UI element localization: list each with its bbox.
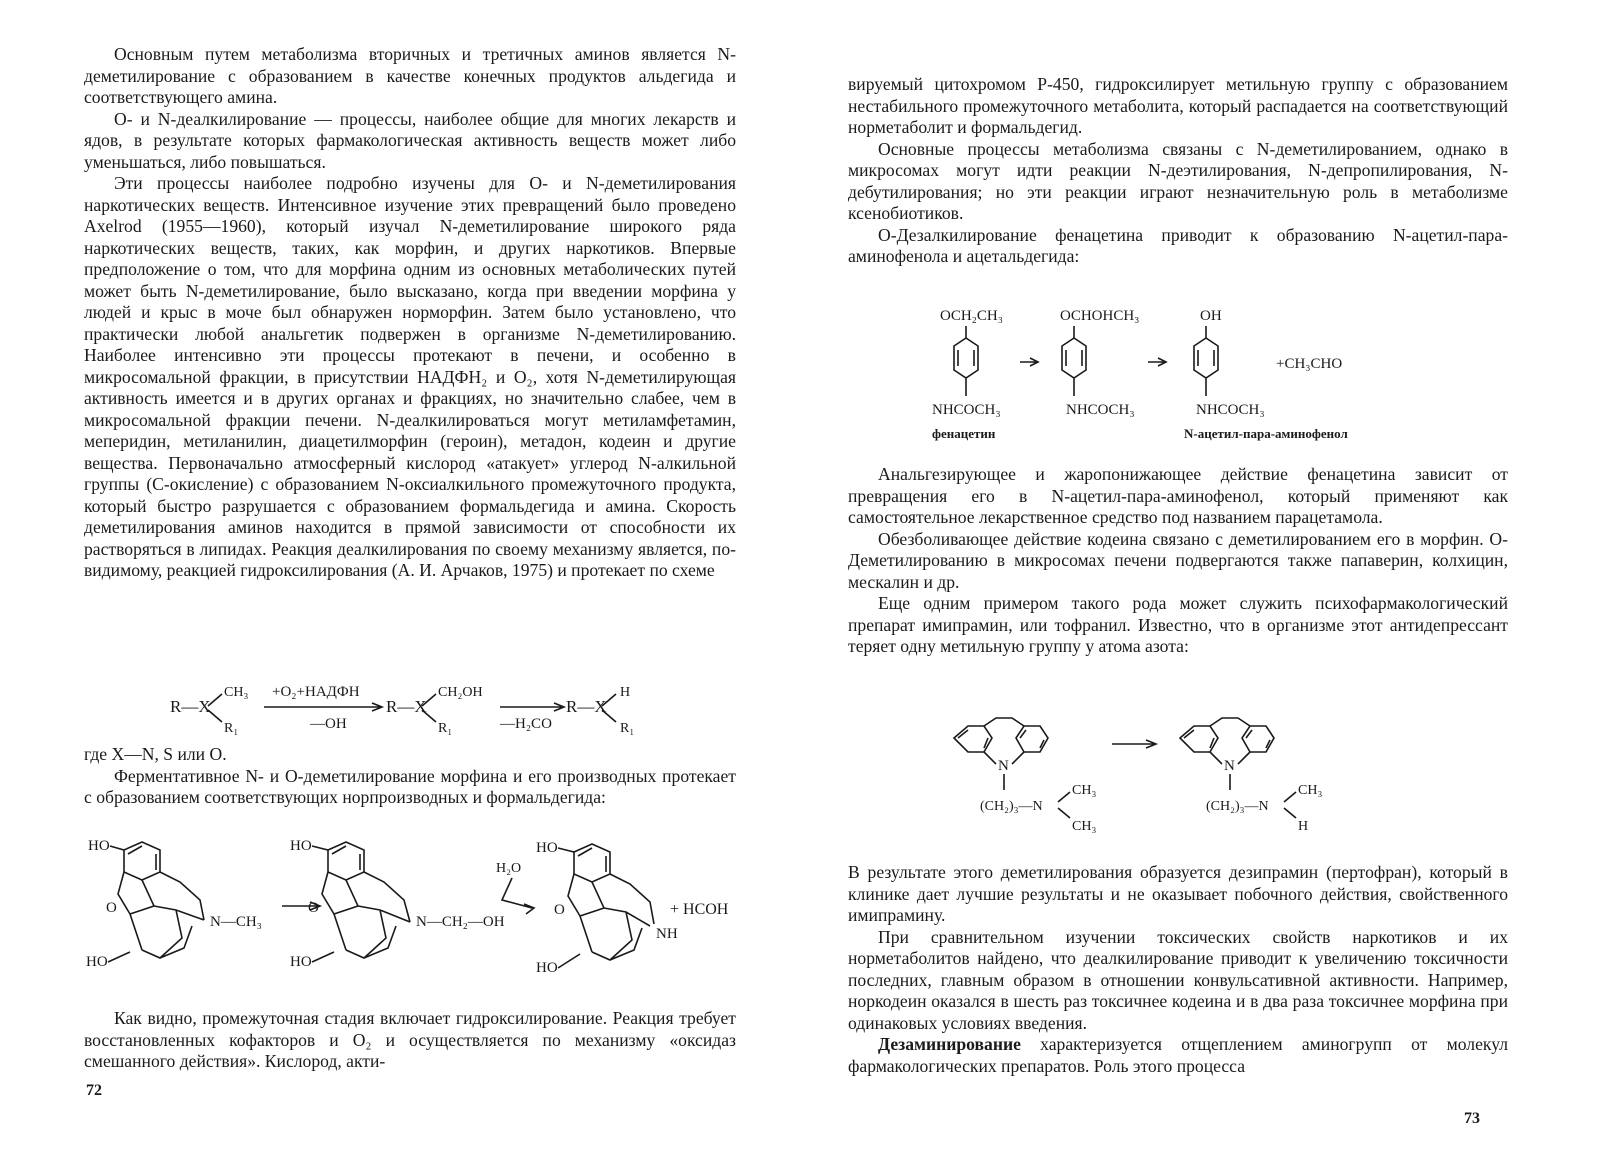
deamination-text: характеризуется отщеплением аминогрупп от молекул фармакологических препаратов. Роль этого процесса (848, 1034, 1508, 1076)
nhcoch3-label-1: NHCOCH₃ (932, 402, 1001, 418)
reaction-arrow (1020, 358, 1038, 366)
nh-label: NH (656, 926, 678, 942)
ch3-label-c: CH₃ (1298, 783, 1323, 798)
morphine-demethylation-scheme (84, 830, 744, 990)
imipramine-scheme (940, 712, 1360, 842)
acetaminophenol-label: N-ацетил-пара-аминофенол (1184, 426, 1348, 441)
paragraph: Основным путем метаболизма вторичных и третичных аминов является N-деметилирование с образованием в качестве конечных продуктов альдегида и соответствующего амина. (84, 44, 736, 107)
right-text-block-1 (848, 74, 1508, 268)
hcoh-label: + HCOH (670, 901, 729, 918)
n-ch2oh-label: N—CH₂—OH (416, 914, 505, 930)
scheme-ch3: CH₃ (224, 685, 249, 700)
water-label: H₂O (496, 861, 522, 876)
water-arrow (502, 878, 534, 914)
o-ring-label-3: O (554, 902, 565, 918)
paragraph: Анальгезирующее и жаропонижающее действие фенацетина зависит от превращения его в N-ацетил-пара-аминофенол, который применяют как самостоятельное лекарственное средство под названием парацетамола. (848, 464, 1508, 527)
paragraph: Еще одним примером такого рода может служить психофармакологический препарат имипрамин, или тофранил. Известно, что в организме этот антидепрессант теряет одну метильную группу у атома азота: (848, 593, 1508, 656)
och2ch3-label: OCH₂CH₃ (940, 308, 1003, 324)
scheme-ch2oh: CH₂OH (438, 685, 483, 700)
o-ring-label: O (106, 900, 117, 916)
paragraph: О- и N-деалкилирование — процессы, наиболее общие для многих лекарств и ядов, в результате которых фармакологическая активность веществ может либо уменьшаться, либо повышаться. (84, 108, 736, 172)
ho-top-label-3: HO (536, 840, 558, 856)
chain-label-1: (CH₂)₃—N (980, 799, 1043, 814)
scheme-reagents-bottom: —OH (310, 716, 347, 732)
page-number-right: 73 (1464, 1110, 1480, 1127)
paragraph: Основные процессы метаболизма связаны с N-деметилированием, однако в микросомах могут идти реакции N-деэтилирования, N-депропилирования, N-дебутилирования; но эти реакции играют незначительную роль в метаболизме ксенобиотиков. (848, 138, 1508, 223)
nhcoch3-label-3: NHCOCH₃ (1196, 402, 1265, 418)
n-label-1: N (998, 758, 1009, 774)
scheme-reagents-top: +O₂+НАДФН (272, 684, 360, 700)
right-page (800, 0, 1600, 1176)
reaction-arrow (1112, 740, 1156, 748)
scheme-h: H (620, 685, 631, 700)
ho-top-label-2: HO (290, 838, 312, 854)
paragraph: Ферментативное N- и О-деметилирование морфина и его производных протекает с образованием соответствующих норпроизводных и формальдегида: (84, 765, 736, 807)
scheme-r2: R—X (386, 697, 427, 716)
scheme-r2-sub: R₁ (438, 721, 453, 736)
paragraph: О-Дезалкилирование фенацетина приводит к образованию N-ацетил-пара-аминофенола и ацетальдегида: (848, 224, 1508, 266)
paragraph: где X—N, S или О. (84, 744, 227, 764)
n-ch3-label: N—CH₃ (210, 914, 262, 930)
ch3-label-b: CH₃ (1072, 819, 1097, 834)
n-label-2: N (1224, 758, 1235, 774)
ho-top-label: HO (88, 838, 110, 854)
scheme-r1: R—X (170, 697, 211, 716)
morphine-structure (86, 838, 262, 970)
phenacetin-label: фенацетин (932, 426, 996, 441)
o-ring-label-2: O (308, 900, 319, 916)
paragraph: Обезболивающее действие кодеина связано с деметилированием его в морфин. О-Деметилированию в микросомах печени подвергаются также папаверин, колхицин, мескалин и др. (848, 528, 1508, 592)
paragraph: В результате этого деметилирования образуется дезипрамин (пертофран), который в клинике дает лучшие результаты и не оказывает побочного действия, свойственного имипрамину. (848, 862, 1508, 925)
imipramine-structure (954, 718, 1096, 834)
scheme-r3-sub: R₁ (620, 721, 635, 736)
paragraph: вируемый цитохромом Р-450, гидроксилирует метильную группу с образованием нестабильного промежуточного метаболита, который распадается на соответствующий норметаболит и формальдегид. (848, 74, 1508, 137)
ch3-label-a: CH₃ (1072, 783, 1097, 798)
ho-bottom-label-2: HO (290, 954, 312, 970)
paragraph: Эти процессы наиболее подробно изучены для О- и N-деметилирования наркотических веществ. Интенсивное изучение этих превращений было проведено Axelrod (1955—1960), который изучал N-деметилирование широкого ряда наркотических веществ, таких, как морфин, и других наркотиков. Впервые предположение о том, что для морфина одним из основных метаболических путей может быть N-деметилирование, было высказано, когда при введении морфина у людей и крыс в моче был обнаружен норморфин. Затем было установлено, что практически любой анальгетик подвержен в организме N-деметилированию. Наиболее интенсивно эти процессы протекают в печени, и особенно в микросомальной фракции, в присутствии НАДФН₂ и O₂, хотя N-деметилирующая активность имеется и в других органах и фракциях, но значительно слабее, чем в микросомальной фракции печени. N-деалкилироваться могут метиламфетамин, меперидин, метиланилин, диацетилморфин (героин), метадон, кодеин и другие вещества. Первоначально атмосферный кислород «атакует» углерод N-алкильной группы (С-окисление) с образованием N-оксиалкильного промежуточного продукта, который быстро разрушается с образованием формальдегида и амина. Скорость деметилирования аминов находится в прямой зависимости от способности их растворяться в липидах. Реакция деалкилирования по своему механизму является, по-видимому, реакцией гидроксилирования (А. И. Арчаков, 1975) и протекает по схеме (84, 173, 736, 580)
h-label: H (1298, 819, 1309, 834)
desipramine-structure (1180, 718, 1322, 834)
left-text-block-2 (84, 744, 736, 809)
paragraph-deamination (848, 1034, 1508, 1077)
page-number-left: 72 (86, 1082, 102, 1099)
scheme-reagents2-bottom: —H₂CO (500, 716, 552, 732)
normorphine-structure (536, 840, 678, 976)
oh-label: OH (1200, 308, 1222, 324)
left-text-block-1 (84, 44, 736, 582)
acetaldehyde-label: +CH₃CHO (1276, 356, 1343, 372)
reaction-arrow (1148, 358, 1166, 366)
deamination-term: Дезаминирование (878, 1034, 1021, 1054)
nhcoch3-label-2: NHCOCH₃ (1066, 402, 1135, 418)
ho-bottom-label: HO (86, 954, 108, 970)
paragraph: Как видно, промежуточная стадия включает гидроксилирование. Реакция требует восстановленных кофакторов и O₂ и осуществляется по механизму «оксидаз смешанного действия». Кислород, акти- (84, 1008, 736, 1071)
n-hydroxymethyl-normorphine-structure (290, 838, 505, 970)
scheme-r3: R—X (566, 697, 607, 716)
dealkylation-scheme (160, 676, 680, 740)
left-text-block-3 (84, 1008, 736, 1073)
ho-bottom-label-3: HO (536, 960, 558, 976)
scheme-r1-sub: R₁ (224, 721, 239, 736)
right-text-block-3 (848, 862, 1508, 1077)
chain-label-2: (CH₂)₃—N (1206, 799, 1269, 814)
right-text-block-2 (848, 464, 1508, 658)
paragraph: При сравнительном изучении токсических свойств наркотиков и их норметаболитов найдено, что деалкилирование приводит к увеличению токсичности последних, главным образом в отношении конвульсативной активности. Например, норкодеин оказался в шесть раз токсичнее кодеина и в два раза токсичнее морфина при одинаковых условиях введения. (848, 926, 1508, 1033)
phenacetin-scheme (930, 300, 1390, 450)
ochohch3-label: OCHOHCH₃ (1060, 308, 1140, 324)
